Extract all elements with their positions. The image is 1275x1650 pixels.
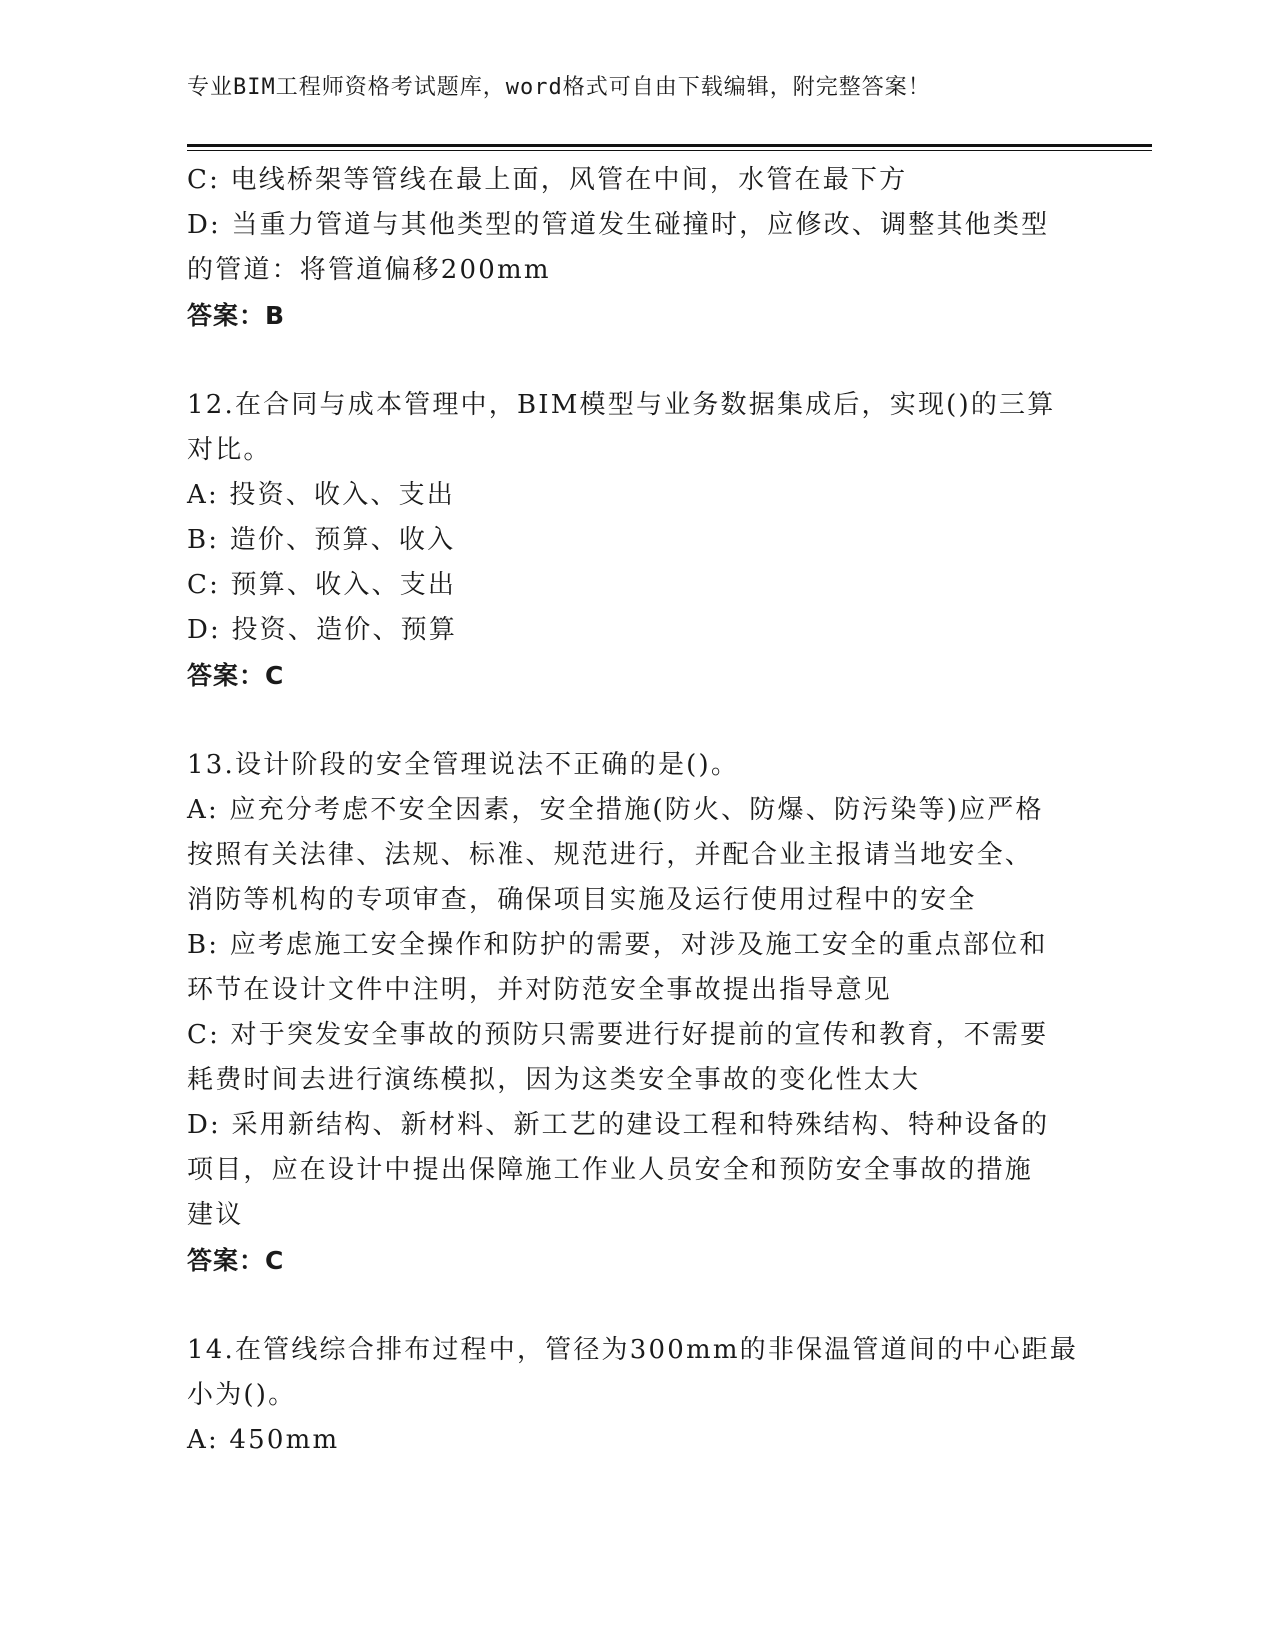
question-11-tail [187, 158, 1087, 338]
question-12 [187, 383, 1087, 698]
answer: 答案：C [187, 1246, 285, 1275]
option-c: C: 电线桥架等管线在最上面，风管在中间，水管在最下方 [187, 165, 908, 195]
question-13 [187, 743, 1087, 1283]
option-a-continued: 按照有关法律、法规、标准、规范进行，并配合业主报请当地安全、 [187, 840, 1034, 870]
option-a: A: 450mm [187, 1425, 340, 1455]
answer: 答案：B [187, 301, 286, 330]
option-a-continued: 消防等机构的专项审查，确保项目实施及运行使用过程中的安全 [187, 885, 977, 915]
question-stem: 14.在管线综合排布过程中，管径为300mm的非保温管道间的中心距最 [187, 1335, 1079, 1365]
option-c-continued: 耗费时间去进行演练模拟，因为这类安全事故的变化性太大 [187, 1065, 921, 1095]
option-a: A: 投资、收入、支出 [187, 480, 456, 510]
option-d-continued: 的管道：将管道偏移200mm [187, 255, 551, 285]
option-b: B: 造价、预算、收入 [187, 525, 456, 555]
question-stem: 13.设计阶段的安全管理说法不正确的是()。 [187, 750, 740, 780]
option-d: D: 当重力管道与其他类型的管道发生碰撞时，应修改、调整其他类型 [187, 210, 1050, 240]
question-stem-continued: 对比。 [187, 435, 272, 465]
option-d: D: 投资、造价、预算 [187, 615, 458, 645]
spacer [187, 1283, 1087, 1328]
option-b-continued: 环节在设计文件中注明，并对防范安全事故提出指导意见 [187, 975, 893, 1005]
spacer [187, 338, 1087, 383]
option-d-continued: 建议 [187, 1200, 244, 1230]
option-d: D: 采用新结构、新材料、新工艺的建设工程和特殊结构、特种设备的 [187, 1110, 1050, 1140]
question-content [187, 158, 1087, 1463]
answer: 答案：C [187, 661, 285, 690]
header-rule-thick [187, 144, 1152, 147]
spacer [187, 698, 1087, 743]
question-stem: 12.在合同与成本管理中，BIM模型与业务数据集成后，实现()的三算 [187, 390, 1056, 420]
option-b: B: 应考虑施工安全操作和防护的需要，对涉及施工安全的重点部位和 [187, 930, 1048, 960]
question-14 [187, 1328, 1087, 1463]
option-a: A: 应充分考虑不安全因素，安全措施(防火、防爆、防污染等)应严格 [187, 795, 1044, 825]
page-header: 专业BIM工程师资格考试题库，word格式可自由下载编辑，附完整答案！ [187, 75, 931, 100]
option-d-continued: 项目，应在设计中提出保障施工作业人员安全和预防安全事故的措施 [187, 1155, 1034, 1185]
option-c: C: 预算、收入、支出 [187, 570, 457, 600]
header-rule-thin [187, 150, 1152, 151]
option-c: C: 对于突发安全事故的预防只需要进行好提前的宣传和教育，不需要 [187, 1020, 1049, 1050]
question-stem-continued: 小为()。 [187, 1380, 297, 1410]
